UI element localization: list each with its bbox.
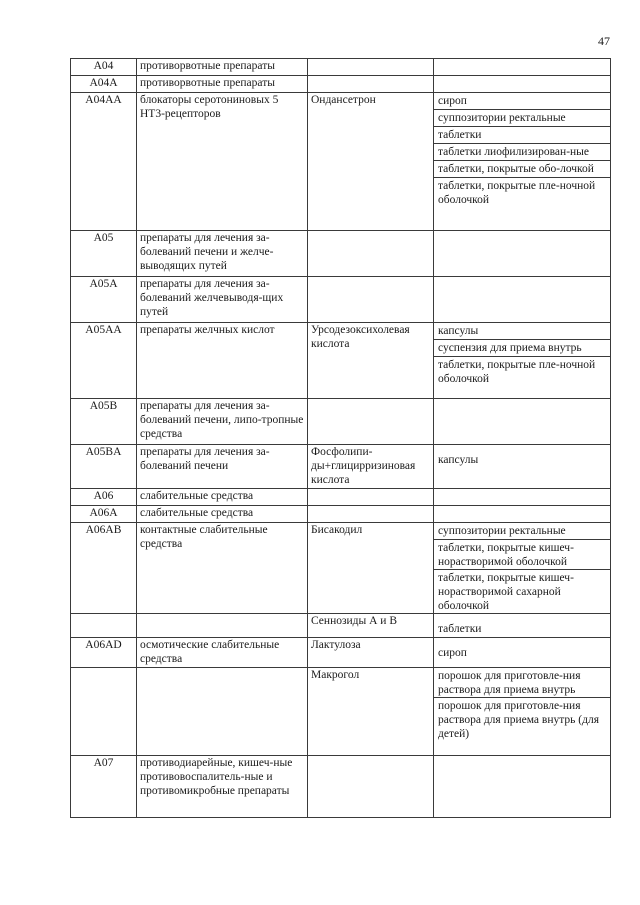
- table-row: [71, 638, 611, 668]
- table-row: [71, 523, 611, 614]
- table-row: [71, 93, 611, 231]
- atc-code-cell: [71, 614, 137, 638]
- dosage-form-item: [434, 277, 610, 293]
- atc-code-cell: A05B: [71, 399, 137, 445]
- pharmacological-group-cell: противодиарейные, кишеч-ные противовоспалитель-ные и противомикробные препараты: [137, 756, 308, 818]
- atc-code-cell: A07: [71, 756, 137, 818]
- dosage-forms-cell: [434, 59, 611, 76]
- atc-code-cell: A05A: [71, 277, 137, 323]
- atc-code-cell: A04A: [71, 76, 137, 93]
- dosage-forms-cell: [434, 614, 611, 638]
- pharmacological-group-cell: осмотические слабительные средства: [137, 638, 308, 668]
- pharmacological-group-cell: [137, 668, 308, 756]
- active-substance-cell: Ондансетрон: [308, 93, 434, 231]
- dosage-form-item: [434, 231, 610, 247]
- active-substance-cell: Урсодезоксихолевая кислота: [308, 323, 434, 399]
- dosage-form-item: таблетки, покрытые обо-лочкой: [434, 161, 610, 178]
- table-row: [71, 76, 611, 93]
- active-substance-cell: [308, 231, 434, 277]
- dosage-form-item: таблетки лиофилизирован-ные: [434, 144, 610, 161]
- dosage-form-item: [434, 756, 610, 772]
- active-substance-cell: [308, 489, 434, 506]
- dosage-form-item: таблетки, покрытые пле-ночной оболочкой: [438, 359, 596, 385]
- atc-code-cell: A05AA: [71, 323, 137, 399]
- atc-code-cell: A06A: [71, 506, 137, 523]
- dosage-form-item: порошок для приготовле-ния раствора для приема внутрь (для детей): [438, 700, 599, 740]
- dosage-forms-cell: [434, 76, 611, 93]
- dosage-form-item: [434, 489, 610, 505]
- table-row: [71, 231, 611, 277]
- dosage-forms-cell: [434, 756, 611, 818]
- dosage-forms-cell: [434, 506, 611, 523]
- table-row: [71, 668, 611, 756]
- dosage-form-item: капсулы: [438, 454, 479, 466]
- active-substance-cell: [308, 59, 434, 76]
- pharmacological-group-cell: препараты для лечения за-болеваний печени: [137, 445, 308, 489]
- pharmacological-group-cell: слабительные средства: [137, 489, 308, 506]
- pharmacological-group-cell: контактные слабительные средства: [137, 523, 308, 614]
- dosage-form-item: сироп: [438, 647, 467, 659]
- active-substance-cell: [308, 506, 434, 523]
- active-substance-cell: [308, 399, 434, 445]
- dosage-forms-cell: [434, 93, 611, 231]
- atc-code-cell: A04: [71, 59, 137, 76]
- atc-code-cell: A06AD: [71, 638, 137, 668]
- dosage-forms-cell: [434, 323, 611, 399]
- page-number: 47: [598, 34, 610, 48]
- active-substance-cell: Сеннозиды А и В: [308, 614, 434, 638]
- dosage-forms-cell: [434, 489, 611, 506]
- dosage-forms-cell: [434, 231, 611, 277]
- dosage-form-item: таблетки, покрытые кишеч-норастворимой оболочкой: [434, 540, 610, 570]
- active-substance-cell: [308, 76, 434, 93]
- active-substance-cell: Лактулоза: [308, 638, 434, 668]
- pharmacological-group-cell: противорвотные препараты: [137, 59, 308, 76]
- atc-code-cell: A05BA: [71, 445, 137, 489]
- dosage-forms-cell: [434, 638, 611, 668]
- dosage-form-item: порошок для приготовле-ния раствора для приема внутрь: [434, 668, 610, 698]
- dosage-forms-cell: [434, 277, 611, 323]
- pharmacological-group-cell: слабительные средства: [137, 506, 308, 523]
- table-row: [71, 323, 611, 399]
- pharmacological-group-cell: препараты для лечения за-болеваний печени и желче-выводящих путей: [137, 231, 308, 277]
- table-row: [71, 489, 611, 506]
- table-row: [71, 277, 611, 323]
- atc-code-cell: A05: [71, 231, 137, 277]
- pharmacological-group-cell: [137, 614, 308, 638]
- dosage-form-item: таблетки, покрытые кишеч-норастворимой сахарной оболочкой: [438, 572, 574, 612]
- dosage-form-item: таблетки: [434, 127, 610, 144]
- dosage-form-item: [434, 59, 610, 75]
- atc-code-cell: A06AB: [71, 523, 137, 614]
- pharmacological-group-cell: препараты для лечения за-болеваний желчевыводя-щих путей: [137, 277, 308, 323]
- dosage-form-item: таблетки, покрытые пле-ночной оболочкой: [438, 180, 596, 206]
- dosage-forms-cell: [434, 399, 611, 445]
- dosage-form-item: суппозитории ректальные: [434, 523, 610, 540]
- dosage-form-item: таблетки: [438, 623, 482, 635]
- dosage-form-item: [434, 76, 610, 92]
- dosage-form-item: сироп: [434, 93, 610, 110]
- dosage-form-item: [434, 506, 610, 522]
- pharmacological-group-cell: блокаторы серотониновых 5 HT3-рецепторов: [137, 93, 308, 231]
- active-substance-cell: Бисакодил: [308, 523, 434, 614]
- active-substance-cell: Макрогол: [308, 668, 434, 756]
- dosage-forms-cell: [434, 523, 611, 614]
- atc-code-cell: A06: [71, 489, 137, 506]
- dosage-forms-cell: [434, 668, 611, 756]
- dosage-form-item: суппозитории ректальные: [434, 110, 610, 127]
- medication-table: [70, 58, 611, 818]
- dosage-form-item: [434, 399, 610, 415]
- pharmacological-group-cell: противорвотные препараты: [137, 76, 308, 93]
- active-substance-cell: [308, 756, 434, 818]
- table-row: [71, 59, 611, 76]
- dosage-form-item: капсулы: [434, 323, 610, 340]
- atc-code-cell: [71, 668, 137, 756]
- atc-code-cell: A04AA: [71, 93, 137, 231]
- dosage-forms-cell: [434, 445, 611, 489]
- table-row: [71, 614, 611, 638]
- dosage-form-item: суспензия для приема внутрь: [434, 340, 610, 357]
- table-row: [71, 756, 611, 818]
- table-row: [71, 399, 611, 445]
- pharmacological-group-cell: препараты для лечения за-болеваний печени, липо-тропные средства: [137, 399, 308, 445]
- active-substance-cell: [308, 277, 434, 323]
- table-row: [71, 445, 611, 489]
- table-row: [71, 506, 611, 523]
- active-substance-cell: Фосфолипи-ды+глицирризиновая кислота: [308, 445, 434, 489]
- pharmacological-group-cell: препараты желчных кислот: [137, 323, 308, 399]
